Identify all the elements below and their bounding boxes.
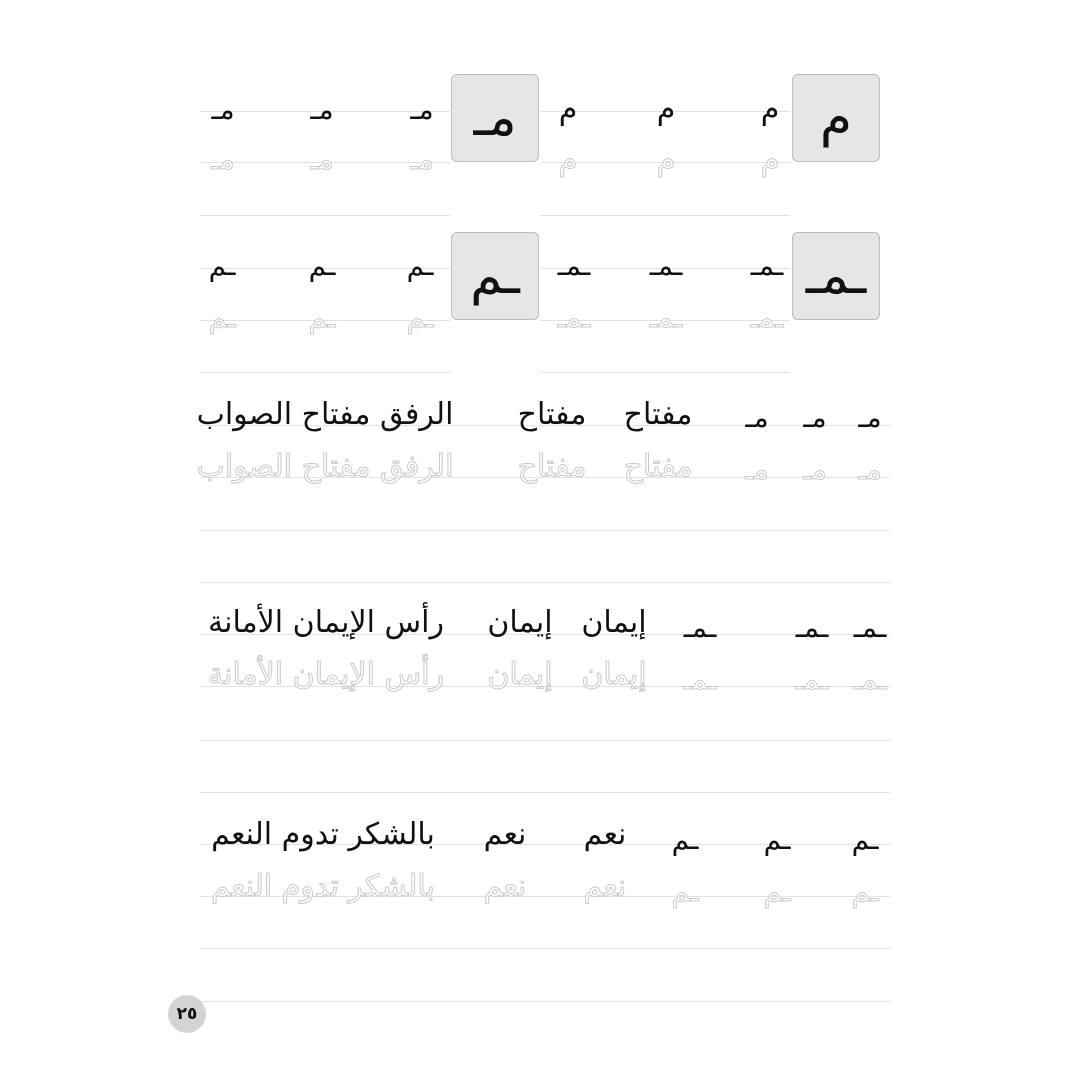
trace-letter: ـم: [308, 301, 336, 334]
guide-line: [200, 1001, 890, 1002]
practice-letter: م: [558, 92, 578, 127]
trace-letter: ـمـ: [750, 301, 784, 334]
letter-box-medial: ـمـ: [792, 232, 880, 320]
practice-letter: مـ: [858, 401, 882, 434]
practice-phrase: الرفق مفتاح الصواب: [196, 397, 454, 432]
trace-phrase: رأس الإيمان الأمانة: [208, 657, 444, 692]
trace-word: إيمان: [487, 657, 553, 692]
trace-letter: مـ: [310, 143, 334, 176]
practice-letter: م: [656, 92, 676, 127]
guide-line: [200, 792, 890, 793]
trace-word: مفتاح: [517, 449, 587, 484]
letter-box-start: م: [792, 74, 880, 162]
practice-letter: ـمـ: [750, 249, 784, 282]
trace-phrase: الرفق مفتاح الصواب: [196, 449, 454, 484]
practice-word: نعم: [583, 817, 627, 852]
trace-letter: مـ: [858, 453, 882, 486]
guide-line: [200, 582, 890, 583]
practice-word: نعم: [483, 817, 527, 852]
guide-line: [200, 372, 450, 373]
practice-letter: مـ: [211, 93, 235, 126]
practice-word: مفتاح: [517, 397, 587, 432]
practice-letter: م: [760, 92, 780, 127]
practice-letter: ـمـ: [683, 611, 717, 644]
trace-letter: مـ: [211, 143, 235, 176]
practice-word: مفتاح: [623, 397, 693, 432]
trace-letter: ـم: [208, 301, 236, 334]
trace-letter: ـم: [851, 875, 879, 908]
practice-letter: ـمـ: [795, 611, 829, 644]
practice-letter: ـم: [208, 249, 236, 282]
guide-line: [200, 215, 450, 216]
guide-line: [200, 948, 890, 949]
practice-letter: ـمـ: [557, 249, 591, 282]
trace-letter: مـ: [410, 143, 434, 176]
trace-letter: ـم: [763, 875, 791, 908]
practice-word: إيمان: [487, 605, 553, 640]
practice-letter: مـ: [745, 401, 769, 434]
guide-line: [540, 215, 790, 216]
trace-letter: ـمـ: [557, 301, 591, 334]
guide-line: [200, 530, 890, 531]
trace-phrase: بالشكر تدوم النعم: [211, 869, 435, 904]
trace-letter: مـ: [803, 453, 827, 486]
practice-word: إيمان: [581, 605, 647, 640]
trace-letter: ـم: [671, 875, 699, 908]
page-number: ٢٥: [168, 995, 206, 1033]
practice-letter: ـمـ: [649, 249, 683, 282]
practice-letter: ـم: [406, 249, 434, 282]
trace-letter: ـمـ: [683, 663, 717, 696]
trace-letter: ـمـ: [853, 663, 887, 696]
practice-letter: ـم: [763, 823, 791, 856]
practice-letter: مـ: [310, 93, 334, 126]
practice-letter: مـ: [410, 93, 434, 126]
trace-letter: م: [656, 143, 676, 178]
trace-letter: م: [558, 143, 578, 178]
trace-letter: ـمـ: [795, 663, 829, 696]
trace-word: إيمان: [581, 657, 647, 692]
trace-letter: مـ: [745, 453, 769, 486]
practice-phrase: رأس الإيمان الأمانة: [208, 605, 444, 640]
practice-letter: ـم: [308, 249, 336, 282]
trace-word: نعم: [483, 869, 527, 904]
practice-letter: ـم: [671, 823, 699, 856]
letter-box-final: ـم: [451, 232, 539, 320]
practice-letter: ـم: [851, 823, 879, 856]
trace-letter: م: [760, 143, 780, 178]
practice-letter: مـ: [803, 401, 827, 434]
guide-line: [540, 372, 790, 373]
trace-word: نعم: [583, 869, 627, 904]
guide-line: [200, 740, 890, 741]
letter-box-middle: مـ: [451, 74, 539, 162]
practice-letter: ـمـ: [853, 611, 887, 644]
trace-letter: ـمـ: [649, 301, 683, 334]
trace-word: مفتاح: [623, 449, 693, 484]
trace-letter: ـم: [406, 301, 434, 334]
practice-phrase: بالشكر تدوم النعم: [211, 817, 435, 852]
